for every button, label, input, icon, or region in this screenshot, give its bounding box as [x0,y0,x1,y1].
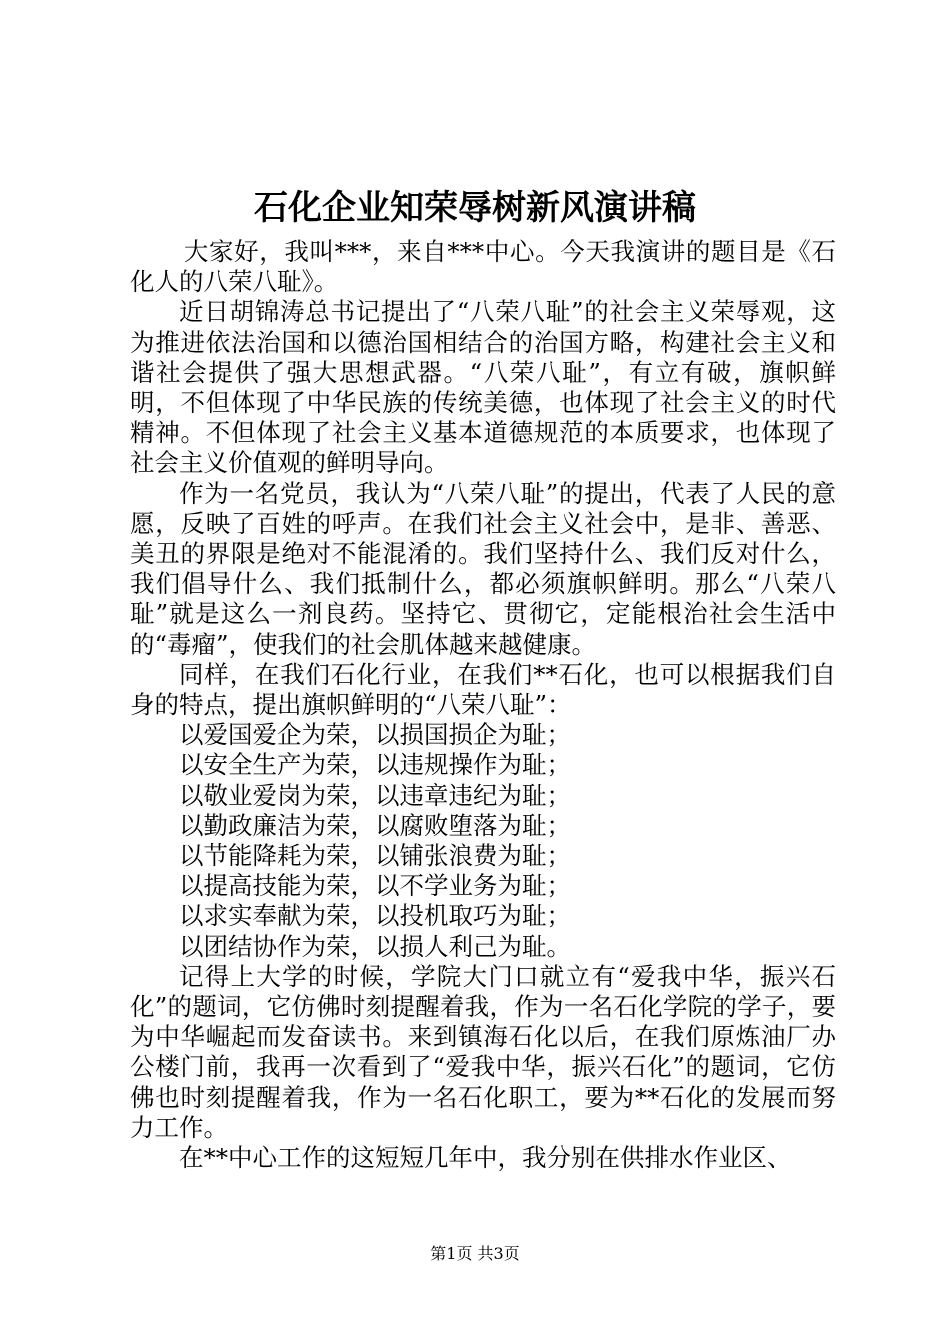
rule-item: 以团结协作为荣，以损人利己为耻。 [179,931,571,961]
paragraph-work: 在**中心工作的这短短几年中，我分别在供排水作业区、 [179,1143,792,1173]
document-body [130,237,836,1173]
paragraph-party-member: 作为一名党员，我认为“八荣八耻”的提出，代表了人民的意愿，反映了百姓的呼声。在我们社会主义社会中，是非、善恶、美丑的界限是绝对不能混淆的。我们坚持什么、我们反对什么，我们倡导什么、我们抵制什么，都必须旗帜鲜明。那么“八荣八耻”就是这么一剂良药。坚持它、贯彻它，定能根治社会生活中的“毒瘤”，使我们的社会肌体越来越健康。 [130,478,836,659]
rule-item: 以安全生产为荣，以违规操作为耻； [179,750,571,780]
paragraph-intro: 近日胡锦涛总书记提出了“八荣八耻”的社会主义荣辱观，这为推进依法治国和以德治国相结合的治国方略，构建社会主义和谐社会提供了强大思想武器。“八荣八耻”，有立有破，旗帜鲜明，不但体现了中华民族的传统美德，也体现了社会主义的时代精神。不但体现了社会主义基本道德规范的本质要求，也体现了社会主义价值观的鲜明导向。 [130,297,836,478]
rule-item: 以节能降耗为荣，以铺张浪费为耻； [179,841,571,871]
rule-item: 以提高技能为荣，以不学业务为耻； [179,871,571,901]
rule-item: 以爱国爱企为荣，以损国损企为耻； [179,720,571,750]
rule-item: 以求实奉献为荣，以投机取巧为耻； [179,901,571,931]
paragraph-greeting: 大家好，我叫***，来自***中心。今天我演讲的题目是《石化人的八荣八耻》。 [130,237,836,297]
rule-item: 以勤政廉洁为荣，以腐败堕落为耻； [179,810,571,840]
document-title: 石化企业知荣辱树新风演讲稿 [254,188,696,228]
paragraph-industry: 同样，在我们石化行业，在我们**石化，也可以根据我们自身的特点，提出旗帜鲜明的“八荣八耻”： [130,659,836,720]
page-indicator: 第1页 共3页 [430,1244,520,1263]
rule-item: 以敬业爱岗为荣，以违章违纪为耻； [179,780,571,810]
paragraph-university: 记得上大学的时候，学院大门口就立有“爱我中华，振兴石化”的题词，它仿佛时刻提醒着我，作为一名石化学院的学子，要为中华崛起而发奋读书。来到镇海石化以后，在我们原炼油厂办公楼门前，我再一次看到了“爱我中华，振兴石化”的题词，它仿佛也时刻提醒着我，作为一名石化职工，要为**石化的发展而努力工作。 [130,961,836,1142]
